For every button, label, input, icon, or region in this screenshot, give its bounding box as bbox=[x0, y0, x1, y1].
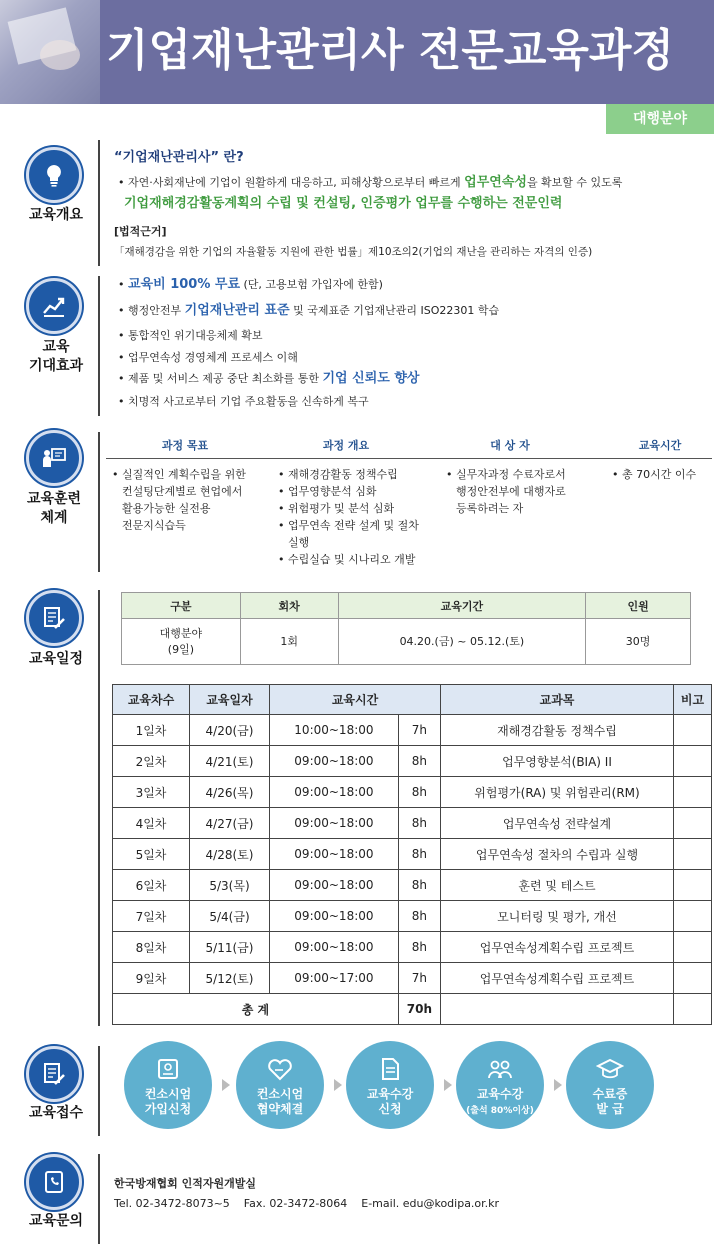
system-outline-list: • 재해경감활동 정책수립 • 업무영향분석 심화 • 위험평가 및 분석 심화 • 업무연속 전략 설계 및 절차 실행 • 수립실습 및 시나리오 개발 bbox=[278, 466, 443, 568]
system-target-list: • 실무자과정 수료자로서 행정안전부에 대행자로 등록하려는 자 bbox=[446, 466, 606, 517]
section-label-overview: 교육개요 bbox=[28, 207, 84, 223]
subject-cell: 재해경감활동 정책수립 bbox=[441, 715, 674, 746]
table-row bbox=[113, 901, 712, 932]
time-cell: 10:00~18:00 bbox=[270, 715, 399, 746]
subject-cell: 업무연속성계획수립 프로젝트 bbox=[441, 932, 674, 963]
table-row bbox=[113, 839, 712, 870]
subject-cell: 업무영향분석(BIA) II bbox=[441, 746, 674, 777]
hours-cell: 8h bbox=[398, 808, 440, 839]
effect-item-4: • 업무연속성 경영체계 프로세스 이해 bbox=[118, 350, 298, 366]
handshake-icon bbox=[266, 1055, 294, 1083]
subject-cell: 업무연속성 절차의 수립과 실행 bbox=[441, 839, 674, 870]
note-cell bbox=[674, 963, 712, 994]
presentation-icon bbox=[26, 430, 82, 486]
category-tag: 대행분야 bbox=[606, 104, 714, 134]
step-certificate: 수료증 발 급 bbox=[566, 1041, 654, 1129]
section-label-system: 교육훈련 체계 bbox=[26, 491, 82, 526]
total-label: 총 계 bbox=[113, 994, 399, 1025]
note-cell bbox=[674, 870, 712, 901]
divider-line bbox=[98, 140, 100, 266]
overview-line-2: 기업재해경감활동계획의 수립 및 컨설팅, 인증평가 업무를 수행하는 전문인력 bbox=[124, 196, 563, 211]
day-cell: 7일차 bbox=[113, 901, 190, 932]
section-label-effects: 교육 기대효과 bbox=[28, 339, 84, 374]
total-hours: 70h bbox=[398, 994, 440, 1025]
contact-org: 한국방재협회 인적자원개발실 bbox=[114, 1177, 256, 1190]
effect-item-1: • 교육비 100% 무료 (단, 고용보험 가입자에 한함) bbox=[118, 277, 383, 293]
note-cell bbox=[674, 777, 712, 808]
system-header-rule bbox=[106, 458, 712, 459]
divider-line bbox=[98, 1046, 100, 1136]
time-cell: 09:00~18:00 bbox=[270, 777, 399, 808]
note-cell bbox=[674, 839, 712, 870]
phone-book-icon bbox=[26, 1154, 82, 1210]
schedule-summary-table bbox=[121, 592, 691, 665]
date-cell: 5/12(토) bbox=[190, 963, 270, 994]
table-row bbox=[113, 746, 712, 777]
hours-cell: 7h bbox=[398, 715, 440, 746]
total-subject bbox=[441, 994, 674, 1025]
summary-type: 대행분야 (9일) bbox=[122, 619, 241, 665]
subject-cell: 위험평가(RA) 및 위험관리(RM) bbox=[441, 777, 674, 808]
hours-cell: 8h bbox=[398, 901, 440, 932]
header-photo bbox=[0, 0, 100, 104]
hours-cell: 8h bbox=[398, 746, 440, 777]
summary-header: 구분 bbox=[122, 593, 241, 619]
note-cell bbox=[674, 715, 712, 746]
document-icon bbox=[376, 1055, 404, 1083]
detail-header: 교육차수 bbox=[113, 685, 190, 715]
date-cell: 4/26(목) bbox=[190, 777, 270, 808]
time-cell: 09:00~17:00 bbox=[270, 963, 399, 994]
lightbulb-icon bbox=[26, 147, 82, 203]
date-cell: 4/21(토) bbox=[190, 746, 270, 777]
day-cell: 6일차 bbox=[113, 870, 190, 901]
document-pen-icon bbox=[26, 590, 82, 646]
hours-cell: 8h bbox=[398, 932, 440, 963]
note-cell bbox=[674, 901, 712, 932]
table-row bbox=[113, 963, 712, 994]
effect-item-6: • 치명적 사고로부터 기업 주요활동을 신속하게 복구 bbox=[118, 394, 369, 410]
system-goal-list: • 실질적인 계획수립을 위한 컨설팅단계별로 현업에서 활용가능한 실전용 전문지식습득 bbox=[112, 466, 272, 534]
day-cell: 5일차 bbox=[113, 839, 190, 870]
subject-cell: 업무연속성계획수립 프로젝트 bbox=[441, 963, 674, 994]
detail-header: 비고 bbox=[674, 685, 712, 715]
contact-info: Tel. 02-3472-8073~5 Fax. 02-3472-8064 E-mail. edu@kodipa.or.kr bbox=[114, 1197, 500, 1210]
section-label-contact: 교육문의 bbox=[28, 1213, 84, 1229]
section-label-registration: 교육접수 bbox=[28, 1105, 84, 1121]
day-cell: 2일차 bbox=[113, 746, 190, 777]
subject-cell: 모니터링 및 평가, 개선 bbox=[441, 901, 674, 932]
time-cell: 09:00~18:00 bbox=[270, 901, 399, 932]
growth-chart-icon bbox=[26, 278, 82, 334]
divider-line bbox=[98, 590, 100, 1026]
date-cell: 5/4(금) bbox=[190, 901, 270, 932]
table-row bbox=[113, 808, 712, 839]
table-row bbox=[113, 932, 712, 963]
note-cell bbox=[674, 808, 712, 839]
summary-header: 교육기간 bbox=[338, 593, 586, 619]
date-cell: 4/20(금) bbox=[190, 715, 270, 746]
effect-item-3: • 통합적인 위기대응체제 확보 bbox=[118, 328, 263, 344]
time-cell: 09:00~18:00 bbox=[270, 746, 399, 777]
overview-heading: “기업재난관리사” 란? bbox=[114, 150, 244, 165]
overview-line-1: • 자연·사회재난에 기업이 원활하게 대응하고, 피해상황으로부터 빠르게 업무연속성을 확보할 수 있도록 bbox=[118, 175, 622, 191]
graduation-cap-icon bbox=[596, 1055, 624, 1083]
day-cell: 1일차 bbox=[113, 715, 190, 746]
day-cell: 8일차 bbox=[113, 932, 190, 963]
day-cell: 3일차 bbox=[113, 777, 190, 808]
time-cell: 09:00~18:00 bbox=[270, 932, 399, 963]
note-cell bbox=[674, 932, 712, 963]
step-membership-application: 컨소시엄 가입신청 bbox=[124, 1041, 212, 1129]
summary-round: 1회 bbox=[240, 619, 338, 665]
step-course-application: 교육수강 신청 bbox=[346, 1041, 434, 1129]
arrow-icon bbox=[444, 1079, 452, 1091]
date-cell: 4/27(금) bbox=[190, 808, 270, 839]
step-agreement: 컨소시엄 협약체결 bbox=[236, 1041, 324, 1129]
legal-text: 「재해경감을 위한 기업의 자율활동 지원에 관한 법률」제10조의2(기업의 재난을 관리하는 자격의 인증) bbox=[114, 246, 593, 258]
subject-cell: 업무연속성 전략설계 bbox=[441, 808, 674, 839]
summary-header: 인원 bbox=[586, 593, 691, 619]
system-header-outline: 과정 개요 bbox=[322, 439, 370, 452]
page-header bbox=[0, 0, 714, 104]
system-time-list: • 총 70시간 이수 bbox=[612, 466, 712, 483]
table-row bbox=[113, 870, 712, 901]
detail-header: 교과목 bbox=[441, 685, 674, 715]
divider-line bbox=[98, 1154, 100, 1244]
id-card-icon bbox=[154, 1055, 182, 1083]
hours-cell: 8h bbox=[398, 870, 440, 901]
document-pen-icon bbox=[26, 1046, 82, 1102]
system-header-target: 대 상 자 bbox=[490, 439, 530, 452]
system-header-time: 교육시간 bbox=[638, 439, 682, 452]
time-cell: 09:00~18:00 bbox=[270, 839, 399, 870]
detail-header: 교육일자 bbox=[190, 685, 270, 715]
system-header-goal: 과정 목표 bbox=[161, 439, 209, 452]
subject-cell: 훈련 및 테스트 bbox=[441, 870, 674, 901]
effect-item-5: • 제품 및 서비스 제공 중단 최소화를 통한 기업 신뢰도 향상 bbox=[118, 371, 419, 387]
legal-heading: [법적근거] bbox=[114, 225, 167, 238]
hours-cell: 7h bbox=[398, 963, 440, 994]
people-icon bbox=[486, 1055, 514, 1083]
hours-cell: 8h bbox=[398, 777, 440, 808]
time-cell: 09:00~18:00 bbox=[270, 808, 399, 839]
summary-period: 04.20.(금) ~ 05.12.(토) bbox=[338, 619, 586, 665]
detail-header: 교육시간 bbox=[270, 685, 441, 715]
arrow-icon bbox=[334, 1079, 342, 1091]
day-cell: 9일차 bbox=[113, 963, 190, 994]
summary-people: 30명 bbox=[586, 619, 691, 665]
arrow-icon bbox=[554, 1079, 562, 1091]
divider-line bbox=[98, 432, 100, 572]
arrow-icon bbox=[222, 1079, 230, 1091]
date-cell: 4/28(토) bbox=[190, 839, 270, 870]
hours-cell: 8h bbox=[398, 839, 440, 870]
section-label-schedule: 교육일정 bbox=[28, 651, 84, 667]
table-row bbox=[113, 777, 712, 808]
summary-header: 회차 bbox=[240, 593, 338, 619]
day-cell: 4일차 bbox=[113, 808, 190, 839]
effect-item-2: • 행정안전부 기업재난관리 표준 및 국제표준 기업재난관리 ISO22301 학습 bbox=[118, 303, 499, 319]
note-cell bbox=[674, 746, 712, 777]
date-cell: 5/3(목) bbox=[190, 870, 270, 901]
step-attendance: 교육수강 (출석 80%이상) bbox=[456, 1041, 544, 1129]
total-note bbox=[674, 994, 712, 1025]
schedule-detail-table bbox=[112, 684, 712, 1025]
table-row bbox=[113, 715, 712, 746]
page-title: 기업재난관리사 전문교육과정 bbox=[106, 25, 674, 76]
divider-line bbox=[98, 276, 100, 416]
date-cell: 5/11(금) bbox=[190, 932, 270, 963]
time-cell: 09:00~18:00 bbox=[270, 870, 399, 901]
